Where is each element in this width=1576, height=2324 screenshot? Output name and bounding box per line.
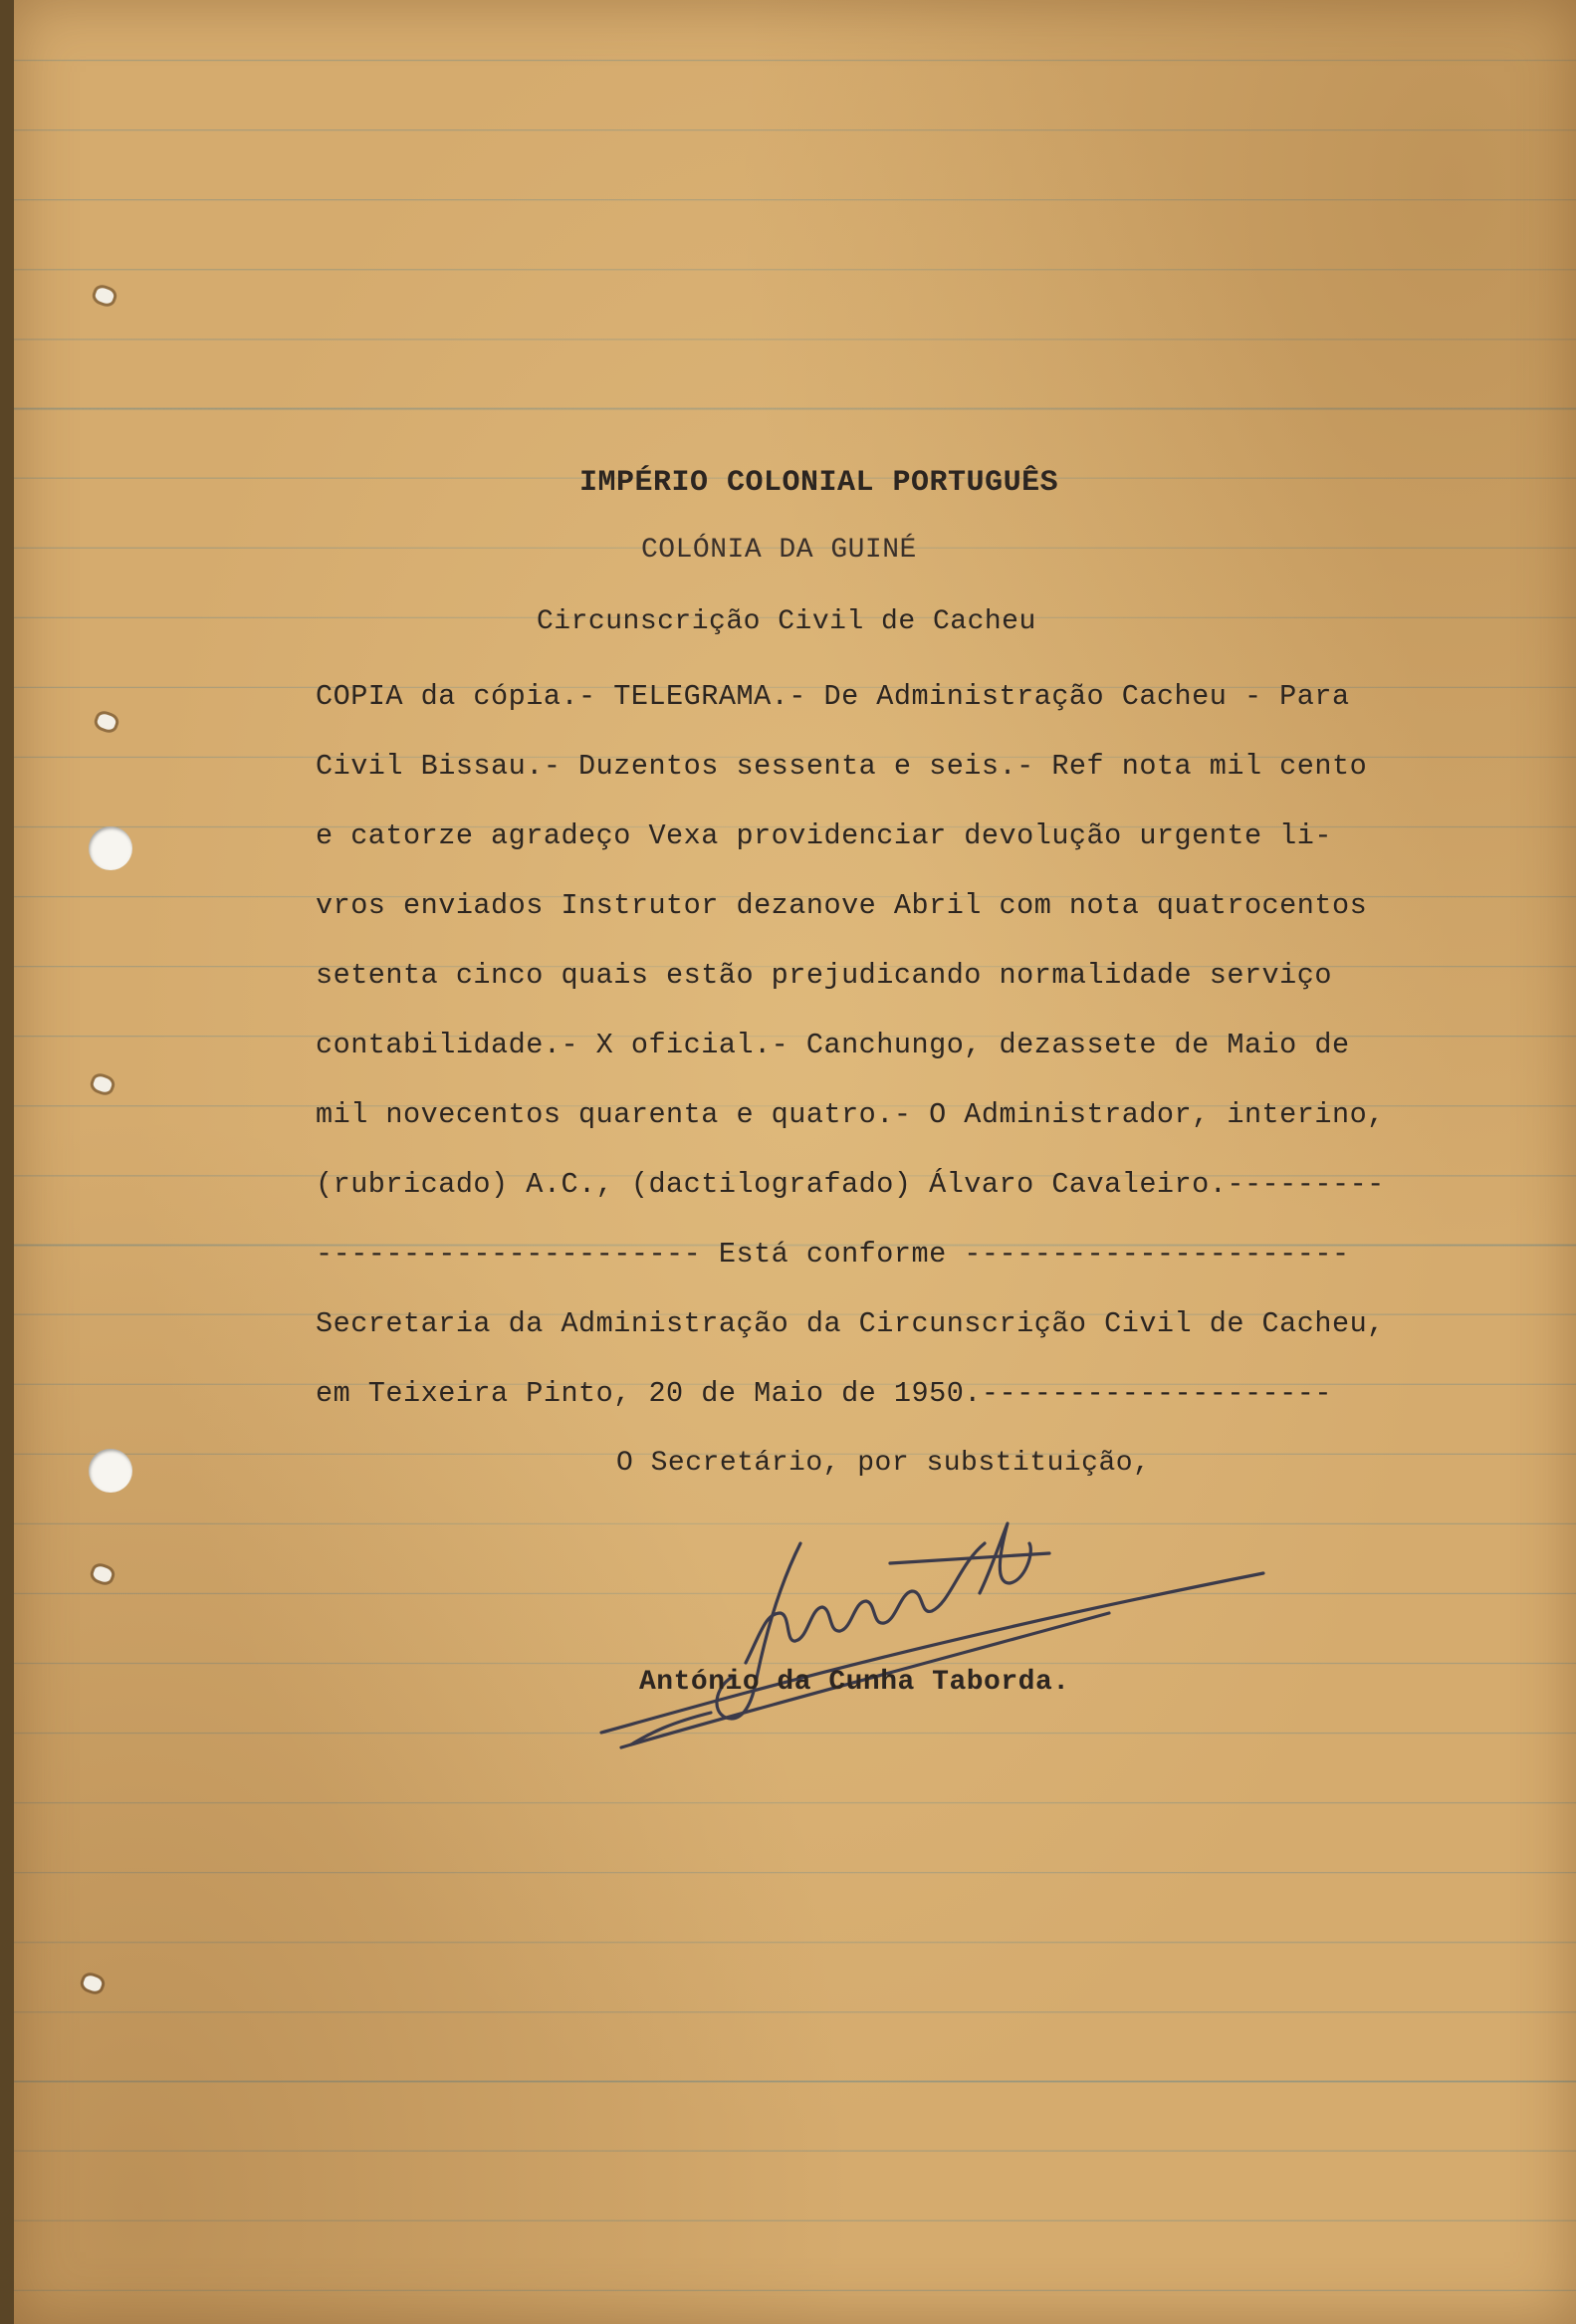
header-circumscription: Circunscrição Civil de Cacheu [537,606,1036,637]
hole-mark [94,286,115,305]
body-line: mil novecentos quarenta e quatro.- O Administrador, interino, [316,1098,1385,1131]
body-line: e catorze agradeço Vexa providenciar devolução urgente li- [316,819,1332,852]
body-line: setenta cinco quais estão prejudicando normalidade serviço [316,959,1332,992]
body-line: vros enviados Instrutor dezanove Abril com nota quatrocentos [316,889,1368,922]
body-line: Civil Bissau.- Duzentos sessenta e seis.- Ref nota mil cento [316,750,1368,783]
punch-hole [89,826,132,870]
body-line: Secretaria da Administração da Circunscrição Civil de Cacheu, [316,1307,1385,1340]
hole-mark [92,1564,113,1583]
punch-hole [89,1449,132,1493]
secretary-title: O Secretário, por substituição, [616,1448,1151,1479]
signatory-name: António da Cunha Taborda. [639,1667,1070,1698]
body-line: ---------------------- Está conforme ---------------------- [316,1238,1350,1271]
hole-mark [92,1074,113,1093]
body-line: COPIA da cópia.- TELEGRAMA.- De Administração Cacheu - Para [316,680,1350,713]
body-line: contabilidade.- X oficial.- Canchungo, dezassete de Maio de [316,1029,1350,1061]
header-empire: IMPÉRIO COLONIAL PORTUGUÊS [579,466,1059,500]
body-line: em Teixeira Pinto, 20 de Maio de 1950.-------------------- [316,1377,1332,1410]
hole-mark [96,712,117,731]
handwritten-signature [591,1484,1268,1772]
hole-mark [82,1974,104,1992]
body-line: (rubricado) A.C., (dactilografado) Álvaro Cavaleiro.--------- [316,1168,1385,1201]
document-page [14,0,1576,2324]
header-colony: COLÓNIA DA GUINÉ [641,535,917,566]
